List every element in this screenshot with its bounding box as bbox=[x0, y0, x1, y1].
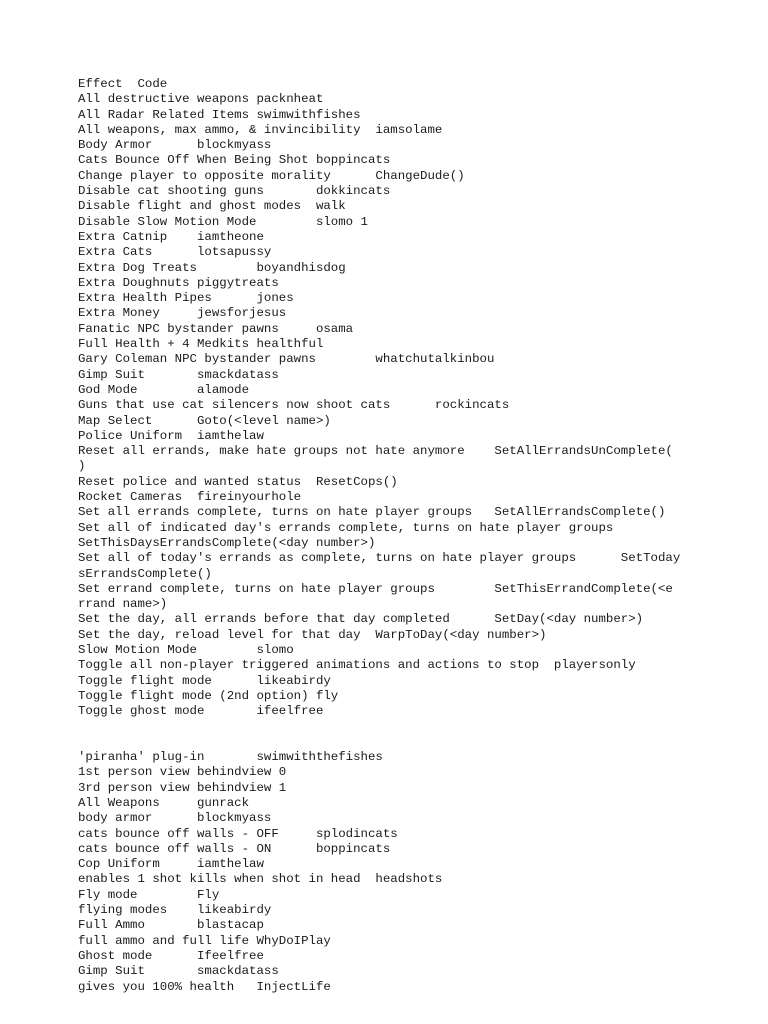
text-line: Gimp Suit smackdatass bbox=[78, 964, 279, 979]
text-line: cats bounce off walls - OFF splodincats bbox=[78, 826, 398, 841]
text-line: Set the day, reload level for that day WarpToDay(<day number>) bbox=[78, 627, 547, 642]
text-line: All weapons, max ammo, & invincibility iamsolame bbox=[78, 122, 443, 137]
text-line: Toggle all non-player triggered animations and actions to stop playersonly bbox=[78, 658, 636, 673]
text-line: Set all of today's errands as complete, turns on hate player groups SetToday bbox=[78, 551, 681, 566]
text-line: ) bbox=[78, 459, 86, 474]
text-line: Extra Money jewsforjesus bbox=[78, 306, 287, 321]
text-line: body armor blockmyass bbox=[78, 811, 272, 826]
text-line: Set errand complete, turns on hate player groups SetThisErrandComplete(<e bbox=[78, 581, 673, 596]
text-line: Map Select Goto(<level name>) bbox=[78, 413, 331, 428]
text-line: Extra Doughnuts piggytreats bbox=[78, 275, 279, 290]
text-line: Toggle flight mode (2nd option) fly bbox=[78, 688, 339, 703]
text-line: Guns that use cat silencers now shoot cats rockincats bbox=[78, 398, 510, 413]
text-line: All Radar Related Items swimwithfishes bbox=[78, 107, 361, 122]
text-line: Cats Bounce Off When Being Shot boppincats bbox=[78, 153, 391, 168]
text-line: Extra Catnip iamtheone bbox=[78, 229, 264, 244]
text-line: enables 1 shot kills when shot in head headshots bbox=[78, 872, 443, 887]
text-line: Slow Motion Mode slomo bbox=[78, 642, 294, 657]
text-line: 1st person view behindview 0 bbox=[78, 765, 287, 780]
text-line: Effect Code bbox=[78, 77, 168, 91]
text-line: Extra Health Pipes jones bbox=[78, 291, 294, 306]
text-line: Change player to opposite morality ChangeDude() bbox=[78, 168, 465, 183]
text-line: Disable cat shooting guns dokkincats bbox=[78, 184, 391, 199]
text-line: sErrandsComplete() bbox=[78, 566, 212, 581]
text-line: Disable flight and ghost modes walk bbox=[78, 199, 346, 214]
text-line: full ammo and full life WhyDoIPlay bbox=[78, 933, 331, 948]
section-gap bbox=[78, 719, 698, 750]
text-line: cats bounce off walls - ON boppincats bbox=[78, 841, 391, 856]
text-line: Reset police and wanted status ResetCops() bbox=[78, 474, 398, 489]
cheat-section-secondary bbox=[78, 750, 698, 995]
cheat-code-list bbox=[78, 77, 698, 995]
text-line: Reset all errands, make hate groups not hate anymore SetAllErrandsUnComplete( bbox=[78, 444, 673, 459]
text-line: All Weapons gunrack bbox=[78, 795, 250, 810]
text-line: Fly mode Fly bbox=[78, 887, 220, 902]
text-line: Ghost mode Ifeelfree bbox=[78, 948, 264, 963]
text-line: Set the day, all errands before that day completed SetDay(<day number>) bbox=[78, 612, 644, 627]
text-line: Police Uniform iamthelaw bbox=[78, 428, 264, 443]
text-line: 3rd person view behindview 1 bbox=[78, 780, 287, 795]
text-line: Rocket Cameras fireinyourhole bbox=[78, 490, 302, 505]
text-line: God Mode alamode bbox=[78, 382, 250, 397]
text-line: All destructive weapons packnheat bbox=[78, 92, 324, 107]
text-line: 'piranha' plug-in swimwiththefishes bbox=[78, 750, 383, 765]
text-line: Gimp Suit smackdatass bbox=[78, 367, 279, 382]
text-line: SetThisDaysErrandsComplete(<day number>) bbox=[78, 535, 376, 550]
cheat-section-primary bbox=[78, 77, 698, 719]
text-line: Set all of indicated day's errands complete, turns on hate player groups bbox=[78, 520, 614, 535]
text-line: Toggle ghost mode ifeelfree bbox=[78, 704, 324, 719]
text-line: Disable Slow Motion Mode slomo 1 bbox=[78, 214, 368, 229]
text-line: Full Health + 4 Medkits healthful bbox=[78, 337, 324, 352]
text-line: Cop Uniform iamthelaw bbox=[78, 857, 264, 872]
text-line: Extra Cats lotsapussy bbox=[78, 245, 272, 260]
text-line: Toggle flight mode likeabirdy bbox=[78, 673, 331, 688]
text-line: Fanatic NPC bystander pawns osama bbox=[78, 321, 354, 336]
text-line: rrand name>) bbox=[78, 597, 168, 612]
text-line: Full Ammo blastacap bbox=[78, 918, 264, 933]
text-line: flying modes likeabirdy bbox=[78, 903, 272, 918]
text-line: gives you 100% health InjectLife bbox=[78, 979, 331, 994]
text-line: Extra Dog Treats boyandhisdog bbox=[78, 260, 346, 275]
text-line: Body Armor blockmyass bbox=[78, 138, 272, 153]
text-line: Gary Coleman NPC bystander pawns whatchutalkinbou bbox=[78, 352, 495, 367]
text-line: Set all errands complete, turns on hate player groups SetAllErrandsComplete() bbox=[78, 505, 666, 520]
